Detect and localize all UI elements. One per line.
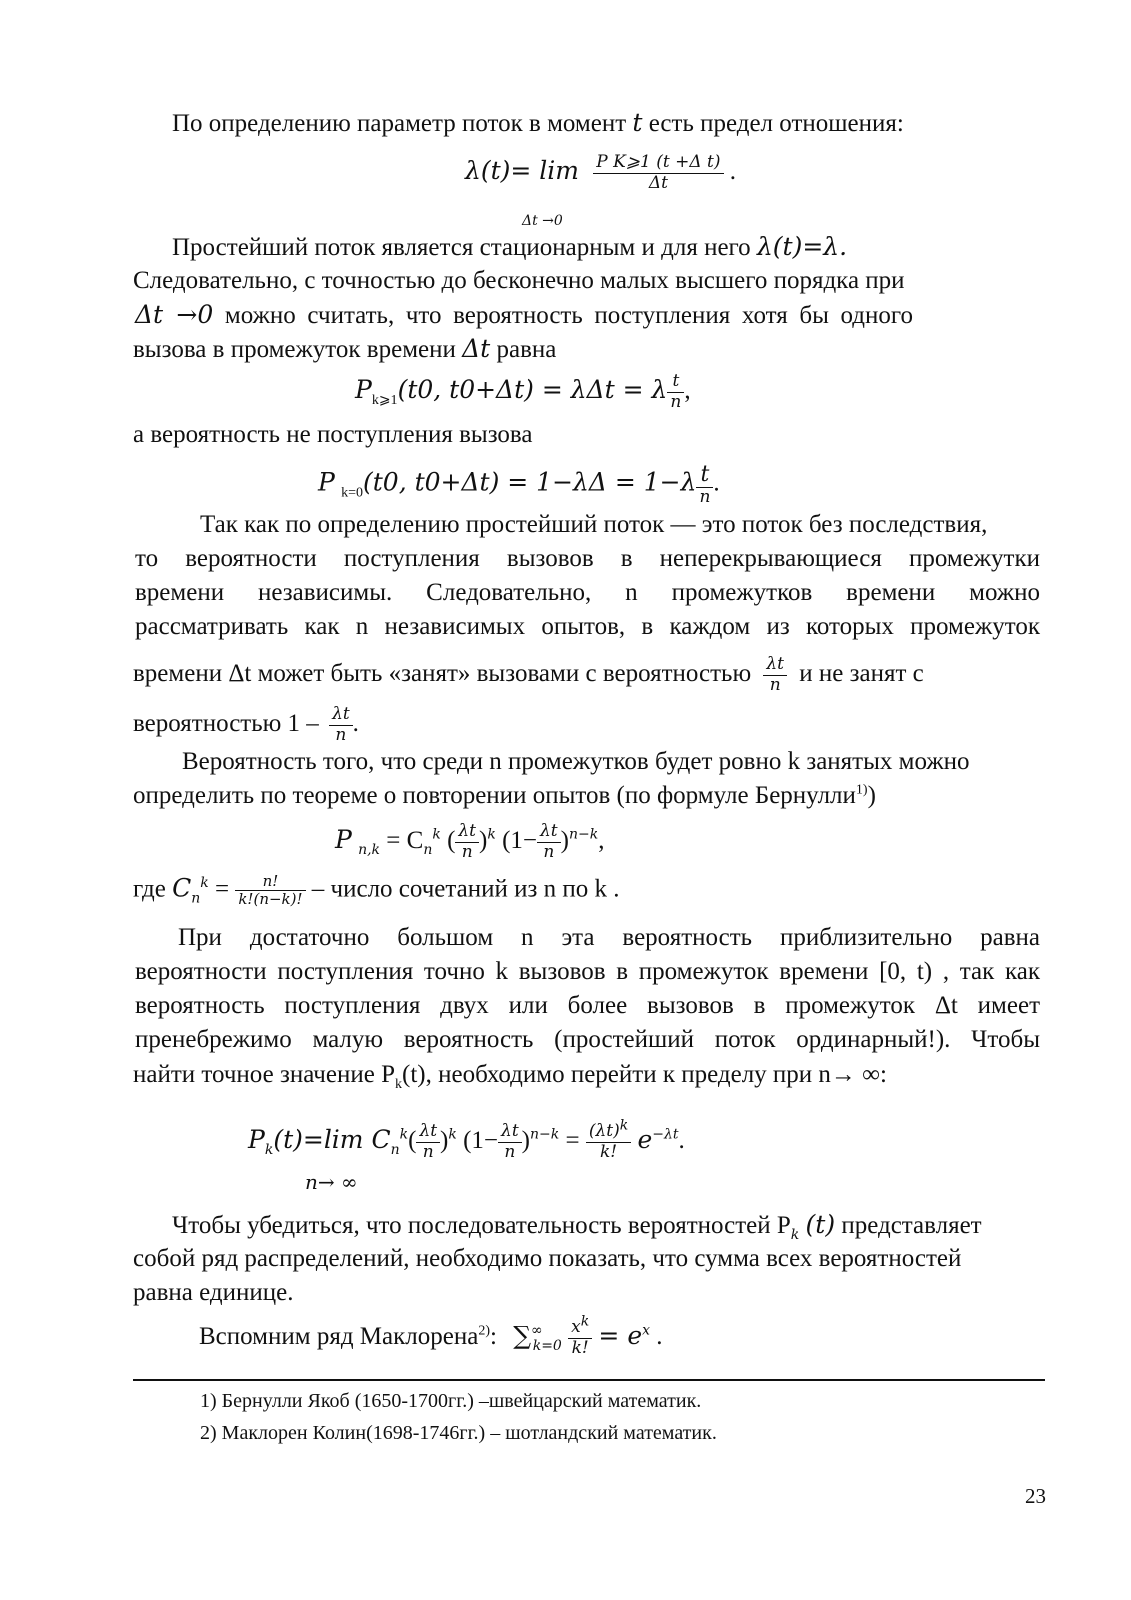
subscript: k=0 xyxy=(341,485,363,501)
paragraph-line xyxy=(172,108,904,139)
formula-inline: Δt →0 xyxy=(135,300,214,329)
paragraph-line: то вероятности поступления вызовов в неперекрывающиеся промежутки xyxy=(135,545,1040,572)
paragraph-line: вероятность поступления двух или более вызовов в промежуток Δt имеет xyxy=(135,992,1040,1019)
fraction: $\frac{n!}{k!(n-k)!}$ xyxy=(235,873,305,909)
text: вызова в промежуток времени xyxy=(133,336,456,363)
paragraph-line: найти точное значение $P_k(t)$, необходимо перейти к пределу при n→ ∞: xyxy=(133,1061,887,1092)
fraction: $\frac{x^k}{k!}$ xyxy=(568,1318,592,1358)
text: и не занят с xyxy=(799,659,924,687)
paragraph-line: времени независимы. Следовательно, n промежутков времени можно xyxy=(135,579,1040,606)
paragraph-line: Так как по определению простейший поток — это поток без последствия, xyxy=(200,511,988,538)
formula-text: λ(t)= lim xyxy=(465,155,579,185)
text: вероятностью 1 – xyxy=(133,709,319,737)
fraction: $\frac{\lambda t}{n}$ xyxy=(537,822,561,862)
text: можно считать, что вероятность поступления хотя бы одного xyxy=(224,302,913,329)
paragraph-line xyxy=(133,334,556,365)
paragraph-line: а вероятность не поступления вызова xyxy=(133,421,533,448)
paragraph-line xyxy=(133,655,924,695)
paragraph-line: определить по теореме о повторении опытов (по формуле Бернулли$^{1)}$) xyxy=(133,782,876,809)
footnote-ref: 2) xyxy=(478,1323,490,1339)
text: есть предел отношения: xyxy=(648,110,904,137)
paragraph-line: рассматривать как n независимых опытов, в каждом из которых промежуток xyxy=(135,613,1040,640)
paragraph-line: Следовательно, с точностью до бесконечно малых высшего порядка при xyxy=(133,267,905,294)
text: По определению параметр поток в момент xyxy=(172,110,627,137)
paragraph-line: Вспомним ряд Маклорена$^{2)}$: $\sum^\infty_{k=0}$ $\frac{x^k}{k!}$ = $e^x$ . xyxy=(199,1313,663,1358)
formula-p-k-ge-1: $P_{k⩾1}(t0$, t0+Δt) = λΔt = λ $\frac{t}{n}$ , xyxy=(355,371,691,412)
footnote-ref: 1) xyxy=(855,782,868,798)
formula-poisson-limit: $P_k(t)=\lim$ $C_n^k$( $\frac{\lambda t}{n}$ )$^k$ (1− $\frac{\lambda t}{n}$ )$^{n-k}$ = $\frac{(\lambda t)^k}{k!}$ $e^{-\lambda t}$. xyxy=(248,1117,685,1162)
fraction xyxy=(593,153,723,193)
variable: Δt xyxy=(462,334,491,363)
fraction: $\frac{t}{n}$ xyxy=(696,462,713,508)
paragraph-line: где $C_n^k$ = $\frac{n!}{k!(n-k)!}$ – число сочетаний из n по k . xyxy=(133,872,620,909)
paragraph-line: равна единице. xyxy=(133,1279,294,1306)
subscript: k⩾1 xyxy=(371,392,398,408)
paragraph-line: вероятности поступления точно k вызовов в промежуток времени [0, t) , так как xyxy=(135,958,1040,985)
paragraph-line: Чтобы убедиться, что последовательность вероятностей $P_k$ (t) представляет xyxy=(172,1210,982,1243)
paragraph-line xyxy=(135,300,913,331)
fraction: $\frac{t}{n}$ xyxy=(667,372,684,412)
formula-p-k-eq-0: P $_{k=0}$(t0, t0+Δt) = 1−λΔ = 1−λ $\frac{t}{n}$ . xyxy=(318,462,720,508)
fraction: $\frac{\lambda t}{n}$ xyxy=(455,822,479,862)
denominator: Δt xyxy=(648,172,668,193)
fraction: $\frac{\lambda t}{n}$ xyxy=(329,705,353,745)
paragraph-line xyxy=(172,232,847,263)
numerator: P K⩾1 (t +Δ t) xyxy=(593,153,723,174)
paragraph-line: собой ряд распределений, необходимо показать, что сумма всех вероятностей xyxy=(133,1245,962,1272)
footnote-divider xyxy=(133,1379,1045,1381)
paragraph-line: Вероятность того, что среди n промежутков будет ровно k занятых можно xyxy=(182,748,970,775)
fraction: $\frac{\lambda t}{n}$ xyxy=(763,655,787,695)
paragraph-line: При достаточно большом n эта вероятность приблизительно равна xyxy=(178,924,1040,951)
fraction: $\frac{\lambda t}{n}$ xyxy=(498,1122,522,1162)
formula-text: (t0, t0+Δt) = λΔt = λ xyxy=(397,374,668,404)
text: Простейший поток является стационарным и для него xyxy=(172,234,751,261)
formula-text: (t0, t0+Δt) = 1−λΔ = 1−λ xyxy=(362,467,697,497)
page-number: 23 xyxy=(1025,1484,1046,1508)
fraction: $\frac{\lambda t}{n}$ xyxy=(416,1122,440,1162)
text: равна xyxy=(496,336,557,363)
formula-inline: λ(t)=λ. xyxy=(756,232,848,261)
text: времени Δt может быть «занят» вызовами с вероятностью xyxy=(133,659,752,687)
limit-subscript: Δt →0 xyxy=(522,213,563,229)
punct: . xyxy=(729,157,737,185)
limit-subscript: n→ ∞ xyxy=(305,1170,358,1194)
formula-lambda-limit xyxy=(465,153,736,193)
paragraph-line: вероятностью 1 – $\frac{\lambda t}{n}$ . xyxy=(133,704,359,745)
footnote-1: 1) Бернулли Якоб (1650-1700гг.) –швейцарский математик. xyxy=(200,1390,702,1412)
fraction: $\frac{(\lambda t)^k}{k!}$ xyxy=(586,1122,631,1162)
sum-symbol: $\sum^\infty_{k=0}$ xyxy=(513,1320,562,1354)
paragraph-line: пренебрежимо малую вероятность (простейший поток ординарный!). Чтобы xyxy=(135,1026,1040,1053)
variable: t xyxy=(632,108,643,137)
footnote-2: 2) Маклорен Колин(1698-1746гг.) – шотландский математик. xyxy=(200,1422,717,1444)
formula-bernoulli: P $_{n,k} = C_n^k$ ( $\frac{\lambda t}{n}$ )$^k$ (1− $\frac{\lambda t}{n}$ )$^{n-k}$, xyxy=(335,821,605,862)
